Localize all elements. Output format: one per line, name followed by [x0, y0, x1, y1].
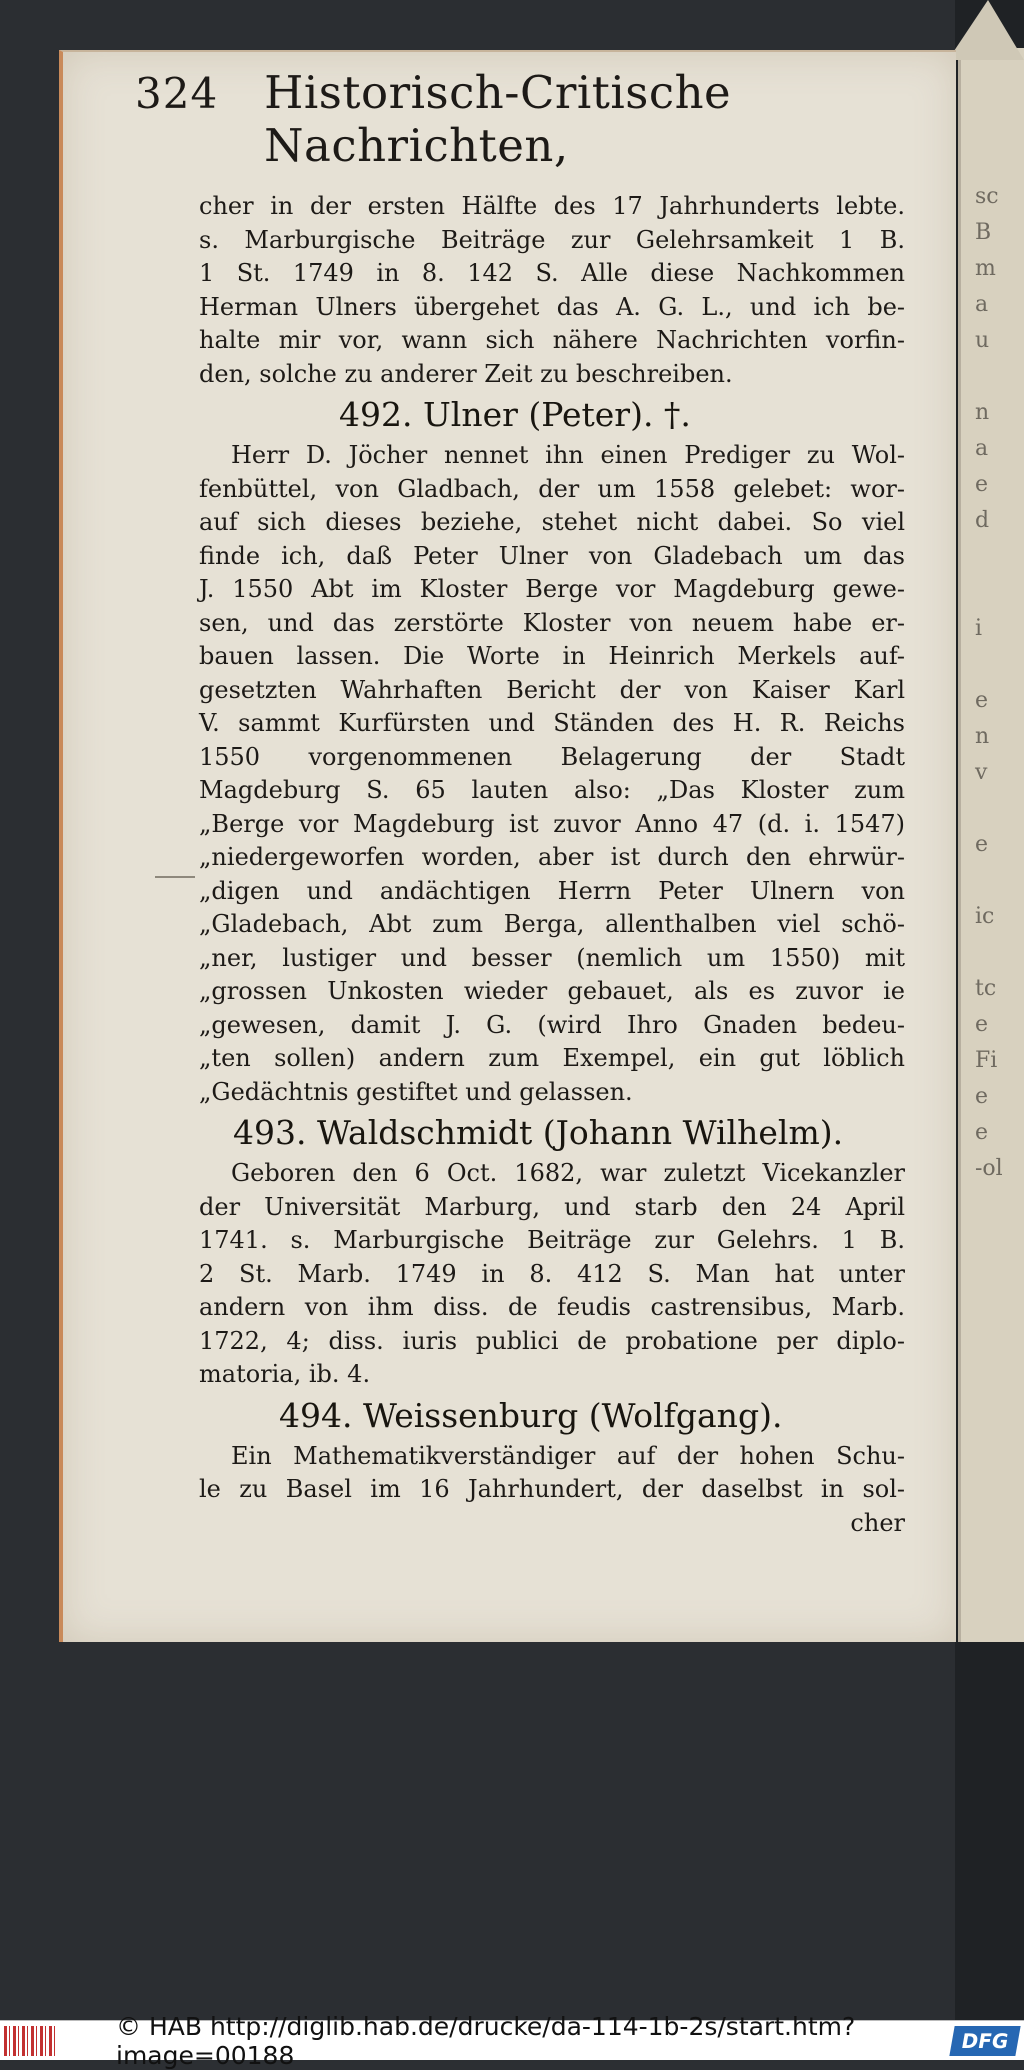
bleed-fragment [975, 1260, 1023, 1296]
bleed-fragment: n [975, 400, 990, 425]
margin-mark [155, 876, 195, 878]
text-line: Magdeburg S. 65 lauten also: „Das Kloster zum [199, 776, 905, 804]
bleed-fragment: e [975, 688, 989, 713]
text-line: „digen und andächtigen Herrn Peter Ulnern von [199, 876, 905, 905]
bleed-fragment: d [975, 508, 990, 533]
text-line: J. 1550 Abt im Kloster Berge vor Magdeburg gewe- [199, 575, 905, 603]
text-line: Ein Mathematikverständiger auf der hohen Schu- [231, 1441, 905, 1470]
text-line: 1 St. 1749 in 8. 142 S. Alle diese Nachkommen [199, 259, 905, 287]
body-text [199, 190, 905, 1540]
text-line: „niedergeworfen worden, aber ist durch den ehrwür- [199, 843, 905, 871]
text-line: der Universität Marburg, und starb den 24 April [199, 1192, 905, 1221]
bleed-fragment: e [975, 1120, 989, 1145]
text-line: „Berge vor Magdeburg ist zuvor Anno 47 (d. i. 1547) [199, 809, 905, 838]
bleed-fragment: m [975, 256, 996, 281]
text-line: „gewesen, damit J. G. (wird Ihro Gnaden bedeu- [199, 1010, 905, 1039]
text-line: fenbüttel, von Gladbach, der um 1558 gelebet: wor- [199, 474, 905, 503]
bleed-fragment: e [975, 1084, 989, 1109]
text-line: halte mir vor, wann sich nähere Nachrichten vorfin- [199, 326, 905, 354]
text-line: cher in der ersten Hälfte des 17 Jahrhunderts lebte. [199, 192, 905, 220]
bleed-fragment: e [975, 832, 989, 857]
text-line: s. Marburgische Beiträge zur Gelehrsamkeit 1 B. [199, 225, 905, 254]
text-line: 2 St. Marb. 1749 in 8. 412 S. Man hat unter [199, 1259, 905, 1288]
text-line: le zu Basel im 16 Jahrhundert, der daselbst in sol- [199, 1475, 905, 1503]
bleed-fragment: ic [975, 904, 995, 929]
text-line: andern von ihm diss. de feudis castrensibus, Marb. [199, 1293, 905, 1321]
bleed-fragment [975, 1188, 1023, 1224]
text-line: Herr D. Jöcher nennet ihn einen Prediger zu Wol- [231, 441, 905, 469]
viewer-footer [0, 2011, 1024, 2070]
text-line: „grossen Unkosten wieder gebauet, als es zuvor ie [199, 977, 905, 1005]
bleed-fragment [975, 360, 1023, 396]
header-rule [135, 163, 905, 164]
text-line: sen, und das zerstörte Kloster von neuem habe er- [199, 608, 905, 637]
bleed-fragment: i [975, 616, 983, 641]
text-line: 1741. s. Marburgische Beiträge zur Gelehrs. 1 B. [199, 1226, 905, 1254]
bleed-fragment [975, 576, 1023, 612]
page-number: 324 [135, 69, 219, 118]
entry-heading: 493. Waldschmidt (Johann Wilhelm). [233, 1113, 844, 1152]
text-line: V. sammt Kurfürsten und Ständen des H. R. Reichs [199, 709, 905, 737]
text-line: „Gladebach, Abt zum Berga, allenthalben viel schö- [199, 910, 905, 938]
text-line: finde ich, daß Peter Ulner von Gladebach um das [199, 541, 905, 570]
bleed-fragment [975, 1332, 1023, 1368]
bleed-fragment [975, 1296, 1023, 1332]
bleed-fragment [975, 540, 1023, 576]
running-title: Historisch-Critische Nachrichten, [264, 66, 732, 172]
bleed-fragment: u [975, 328, 990, 353]
bleed-fragment [975, 648, 1023, 684]
bleed-fragment [975, 792, 1023, 828]
text-line: cher [850, 1508, 905, 1537]
dfg-logo[interactable]: DFG [949, 2026, 1020, 2056]
bleed-fragment: a [975, 292, 989, 317]
next-page-bleed-text [975, 180, 1023, 1430]
text-line: „Gedächtnis gestiftet und gelassen. [199, 1077, 633, 1106]
barcode-icon [4, 2026, 56, 2056]
copyright-url[interactable]: © HAB http://diglib.hab.de/drucke/da-114-1b-2s/start.htm?image=00188 [116, 2011, 856, 2070]
bleed-fragment: e [975, 1012, 989, 1037]
running-head [135, 66, 925, 172]
entry-heading: 494. Weissenburg (Wolfgang). [279, 1395, 783, 1435]
text-line: Geboren den 6 Oct. 1682, war zuletzt Vicekanzler [231, 1159, 905, 1187]
entry-heading: 492. Ulner (Peter). †. [339, 395, 691, 434]
text-line: gesetzten Wahrhaften Bericht der von Kaiser Karl [199, 675, 905, 704]
bleed-fragment [975, 864, 1023, 900]
text-line: 1550 vorgenommenen Belagerung der Stadt [199, 742, 905, 771]
bleed-fragment: e [975, 472, 989, 497]
text-line: matoria, ib. 4. [199, 1360, 371, 1388]
text-line: 1722, 4; diss. iuris publici de probatione per diplo- [199, 1326, 905, 1355]
bleed-fragment: B [975, 220, 992, 245]
bleed-fragment: sc [975, 184, 999, 209]
text-line: bauen lassen. Die Worte in Heinrich Merkels auf- [199, 642, 905, 670]
page-corner-fold [948, 0, 1024, 60]
bleed-fragment: tc [975, 976, 997, 1001]
text-line: „ner, lustiger und besser (nemlich um 1550) mit [199, 943, 905, 972]
bleed-fragment: Fi [975, 1048, 998, 1073]
text-line: „ten sollen) andern zum Exempel, ein gut löblich [199, 1044, 905, 1072]
bleed-fragment [975, 936, 1023, 972]
bleed-fragment: -ol [975, 1156, 1003, 1181]
bleed-fragment [975, 1224, 1023, 1260]
bleed-fragment: a [975, 436, 989, 461]
bleed-fragment: v [975, 760, 988, 785]
text-line: Herman Ulners übergehet das A. G. L., und ich be- [199, 292, 905, 321]
text-line: auf sich dieses beziehe, stehet nicht dabei. So viel [199, 508, 905, 536]
text-line: den, solche zu anderer Zeit zu beschreiben. [199, 359, 733, 388]
bleed-fragment: n [975, 724, 990, 749]
